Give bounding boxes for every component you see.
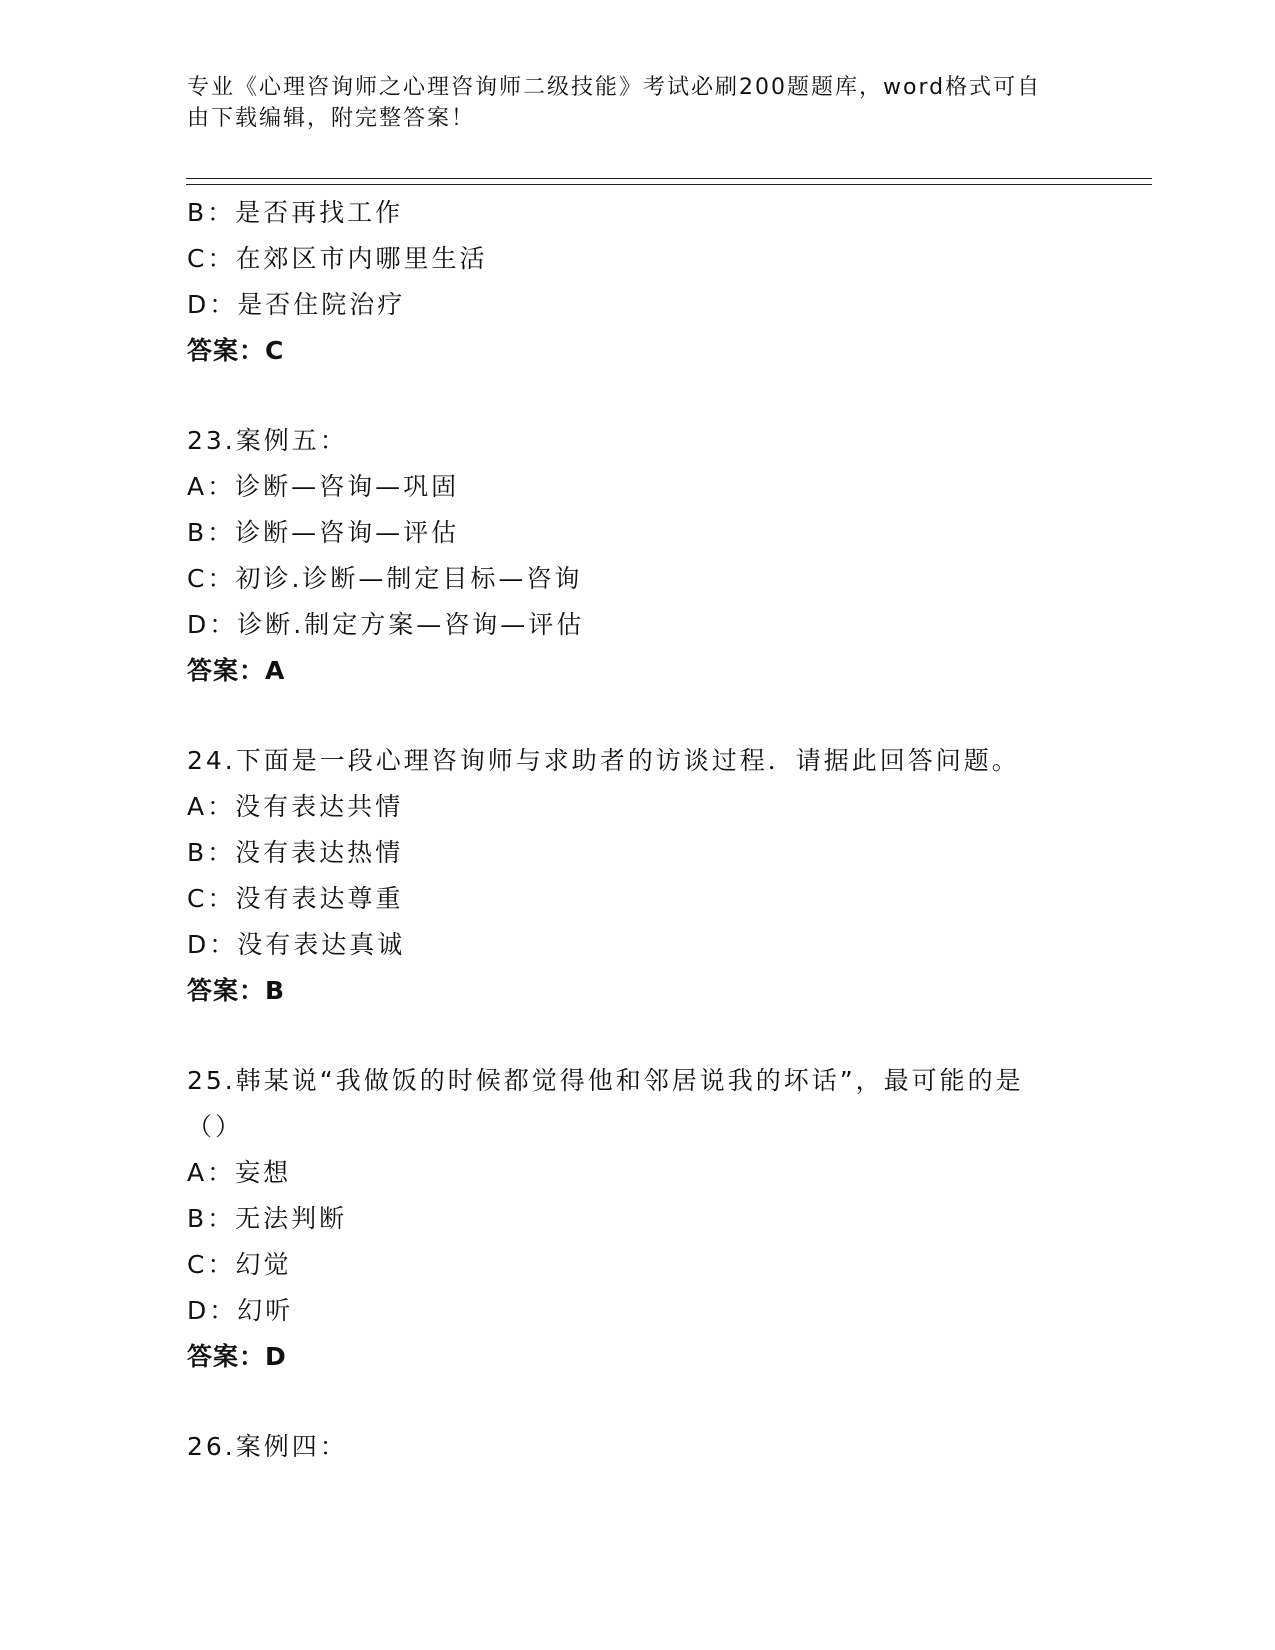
spacer	[187, 1014, 1087, 1058]
header-line-1: 专业《心理咨询师之心理咨询师二级技能》考试必刷200题题库，word格式可自	[187, 75, 1042, 100]
page-header	[187, 72, 1087, 134]
answer-line: 答案：A	[187, 656, 286, 685]
option-a: A：妄想	[187, 1158, 292, 1187]
answer-line: 答案：B	[187, 976, 286, 1005]
question-stem: 25.韩某说“我做饭的时候都觉得他和邻居说我的坏话”，最可能的是	[187, 1066, 1024, 1095]
option-b: B：没有表达热情	[187, 838, 404, 867]
option-a: A：诊断—咨询—巩固	[187, 472, 460, 501]
option-b: B：无法判断	[187, 1204, 348, 1233]
option-c: C：在郊区市内哪里生活	[187, 244, 488, 273]
spacer	[187, 694, 1087, 738]
option-b: B：是否再找工作	[187, 198, 404, 227]
option-c: C：没有表达尊重	[187, 884, 404, 913]
option-c: C：初诊.诊断—制定目标—咨询	[187, 564, 583, 593]
option-a: A：没有表达共情	[187, 792, 404, 821]
question-23	[187, 418, 1087, 694]
question-stem: 24.下面是一段心理咨询师与求助者的访谈过程．请据此回答问题。	[187, 746, 1020, 775]
question-list	[187, 190, 1087, 1470]
question-26	[187, 1424, 1087, 1470]
answer-line: 答案：C	[187, 336, 285, 365]
option-d: D：诊断.制定方案—咨询—评估	[187, 610, 585, 639]
question-stem-continuation: （）	[187, 1112, 244, 1141]
option-c: C：幻觉	[187, 1250, 292, 1279]
question-stem: 23.案例五：	[187, 426, 348, 455]
answer-line: 答案：D	[187, 1342, 287, 1371]
question-22-continued	[187, 190, 1087, 374]
question-25	[187, 1058, 1087, 1380]
header-line-2: 由下载编辑，附完整答案！	[187, 106, 476, 131]
question-stem: 26.案例四：	[187, 1432, 348, 1461]
option-d: D：是否住院治疗	[187, 290, 406, 319]
spacer	[187, 1380, 1087, 1424]
option-d: D：幻听	[187, 1296, 294, 1325]
header-double-rule	[186, 178, 1152, 185]
option-b: B：诊断—咨询—评估	[187, 518, 460, 547]
question-24	[187, 738, 1087, 1014]
spacer	[187, 374, 1087, 418]
option-d: D：没有表达真诚	[187, 930, 406, 959]
